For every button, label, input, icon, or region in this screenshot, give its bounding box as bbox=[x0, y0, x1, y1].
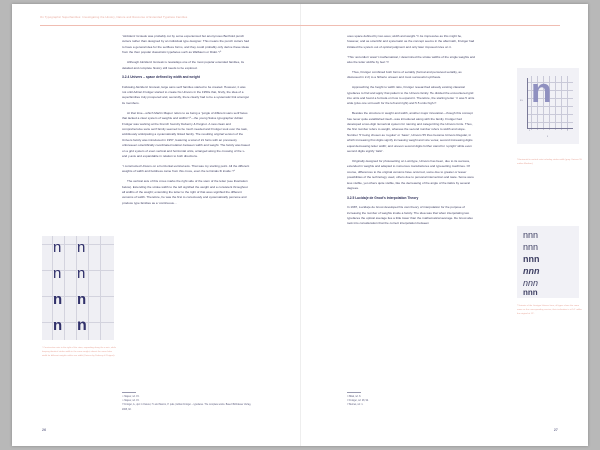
pull-quote: “This ‘accordion’ wasn’t mathematical, I determined the stroke widths of the single weights and also the letter widths by feel.”²² bbox=[347, 54, 475, 65]
figure-n-ratio-diagram bbox=[517, 68, 579, 144]
magazine-spread bbox=[12, 4, 588, 446]
label-unit-left: 1 bbox=[529, 130, 531, 132]
paragraph: Although Akzidenz Grotesk is nowadays one of the most popular extended families, its detailed and complete history still needs to be explored. bbox=[122, 60, 245, 70]
paragraph: Originally designed for photosetting on Lumitype, Univers has been, due to its success, extended in weights and adapted to numerous manufactures and typesetting machines. Of course, differences to the original versions have occurred, some due to greater or lesser possibilities of the technology used, others due to personal intervention and taste. Some were less visible, yet others quite visible, like the decreasing of the angle of the italics by several degrees. bbox=[347, 158, 474, 191]
header-rule bbox=[40, 25, 560, 26]
glyph-n: n bbox=[53, 317, 63, 334]
footnote-rule bbox=[347, 392, 361, 393]
left-page-footnotes bbox=[122, 392, 254, 412]
footnote-item: ²⁰ Frutiger, A., qtd. in Osterer, H. and Stamm, P. (eds.) Adrian Frutiger – typefaces. The complete works. Basel: Birkhäuser Verlag, 2008, 92. bbox=[122, 404, 252, 411]
paragraph: Following Akzidenz Grotesk, large sans serif families started to be created. However, it was not until Adrian Frutiger started to create his Univers in the 1950s that, firstly, the idea of a superfamilies truly prospered and, secondly, there clearly had to be a systematic link amongst its members. bbox=[122, 84, 249, 105]
label-width-units: 5 bbox=[547, 136, 549, 138]
label-height-units: 5.5 bbox=[520, 100, 523, 102]
pull-quote: “I constructed Univers on a horizontal-vertical axis. That was my starting point. All the different weights of width and boldness came from this cross, even the terminals fit inside.”²⁰ bbox=[122, 163, 250, 174]
matrix-row: nnn bbox=[523, 230, 539, 240]
axis-vertical bbox=[527, 78, 528, 128]
footnote-item: ¹⁹ Majoor, ref. 15. bbox=[122, 400, 140, 403]
paragraph: Approaching the height to width ratio, Frutiger researched already existing classical typefaces to find and apply that pattern to the Univers family. He divided the encountered grid into units and found a formula on how to expand it. Therefore, the starting letter ‘n’ was 5 units wide (plus one unit each for the left and right) and 5.5 units high.²³ bbox=[347, 85, 475, 106]
label-unit-right: 1 bbox=[567, 130, 569, 132]
footnote-item: ²¹ Bilak, ref. 8. bbox=[347, 395, 362, 398]
footnote-rule bbox=[122, 392, 136, 393]
footnote-item: ²³ Bennet, ref. 1. bbox=[347, 404, 364, 407]
glyph-n: n bbox=[77, 265, 86, 282]
paragraph: In 1987, Lucida(e de Groot developed his own theory of interpolation for the purpose of increasing the number of weights inside a family. The idea was that when interpolating two typefaces the optical average lies a little lower than the mathematical average. De Groot also took into consideration that the correct interpolation between bbox=[347, 205, 473, 226]
glyph-n: n bbox=[77, 317, 87, 334]
paragraph: Besides the structure in weight and width, another major innovation—though this concept has never quite established itself—was introduced along with the family. Frutiger had developed a two-digit numerical system for naming and categorizing the Univers fonts. Thus, the first number refers to weight, whereas the second number refers to width and slope. Number ‘5’ being chosen as ‘regular’ or ‘basic’, Univers 55 thus became Univers Regular, in which increasing first digits signify increasing weight and vice versa; second increasing digits equal decreasing letter width; and uneven second digits further stand for ‘upright’ while even second digits signify ‘italic’. bbox=[347, 111, 473, 154]
glyph-n: n bbox=[53, 265, 62, 282]
page-gutter bbox=[300, 4, 301, 446]
glyph-n: n bbox=[77, 291, 87, 308]
matrix-row: nnn bbox=[523, 278, 539, 288]
figure-caption-nn-grid: ¹ Construction axis to the right of the stem, expanding along the x-axis, while keeping identical stroke width in the same weight, almost the same letter width for different weights within one width (Univers by Deberny & Peignot). bbox=[42, 347, 116, 358]
matrix-row: nnn bbox=[523, 242, 539, 252]
figure-caption-univers-variants: ³ Variants of the Linotype Univers here, all types share the same name as the corresponding version, their inclination is at 14° unlike the original at 12°. bbox=[517, 305, 582, 316]
paragraph: The vertical axis of this cross marks the right side of the stem of the letter (see illustration below). Extending the stroke width to the left signified the weight and a consistent throughout all widths of the weight; extending the letter to the right of that axes signified the different versions of width. Therefore, he was the first to consciously and systematically perceive and produce type families as a ‘continuous… bbox=[122, 179, 248, 205]
footnote-item: ¹⁸ Majoor, ref. 15. bbox=[122, 395, 140, 398]
left-page-body-column bbox=[122, 34, 250, 211]
running-header: On Typographic Superfamilies: Investigating the History, Nature and Recourse of Extended Typeface Families bbox=[40, 16, 188, 19]
paragraph: Thus, Frutiger combined both forms of seriality (formal and perceived seriality, as discussed in 2.2) to a hitherto unseen and most successful synthesis. bbox=[347, 69, 462, 80]
glyph-n-outline: n bbox=[531, 72, 552, 110]
glyph-n: n bbox=[77, 239, 86, 256]
right-page-body-column bbox=[347, 34, 475, 231]
axis-horizontal bbox=[527, 128, 573, 129]
paragraph: “Akzidenz Grotesk was probably cut by some experienced but anonymous Berthold punch cutters rather than designed by an individual type designer. This means the punch cutters had to have a general idea for the serifless forms, and they could probably only derive these ideas from the then popular classicistic typefaces such as Walbaum or Didot.”¹⁸ bbox=[122, 34, 250, 55]
figure-nn-weight-grid bbox=[42, 236, 114, 340]
glyph-n: n bbox=[53, 291, 63, 308]
right-page-footnotes bbox=[347, 392, 479, 408]
footnote-item: ²² Frutiger, ref. 28, 92. bbox=[347, 400, 369, 403]
matrix-row: nnn bbox=[523, 254, 540, 264]
section-heading-324: 3.2.4 Univers – space defined by width and weight bbox=[122, 75, 200, 80]
figure-univers-variants-matrix bbox=[517, 226, 579, 298]
matrix-row: nnn bbox=[523, 266, 540, 276]
glyph-n: n bbox=[53, 239, 62, 256]
section-heading-325: 3.2.5 Lucida(e de Groot’s Interpolation Theory bbox=[347, 196, 419, 200]
page-number-left: 26 bbox=[42, 428, 47, 432]
page-number-right: 27 bbox=[553, 428, 558, 432]
paragraph: At that time—which Martin Majoor refers to as being a “jungle of different sans serif faces that lacked a clear system of weights and widths”¹⁹—the young Swiss typographer Adrian Frutiger was working at the French foundry Deberny & Peignot. A new clean and comprehensive sans serif family seemed to be much needed and Frutiger took over the task, ambitiously anticipating a systematically linked family. The resulting original version of the Univers family was introduced in 1957, featuring a total of 21 fonts with an previously unforeseen scientifically coordinated relation between width and weight. The family was based on a grid system of even vertical and horizontal units, arranged along the crossing of the x- and y-axis and expandable in relation to both directions. bbox=[122, 110, 250, 159]
figure-caption-n-ratio: ² Horizontal to vertical ratio including stroke width (grey: Univers 55 outline Medium). bbox=[517, 159, 582, 166]
paragraph: uous space defined by two axes; width and weight.”²¹ As impressive as this might be, however, and as scientific and systematic as the concept seems in the aftermath, Frutiger had initiated the system out of optical judgment and only later imposed rules on it. bbox=[347, 34, 475, 49]
matrix-row: nnn bbox=[523, 288, 538, 297]
